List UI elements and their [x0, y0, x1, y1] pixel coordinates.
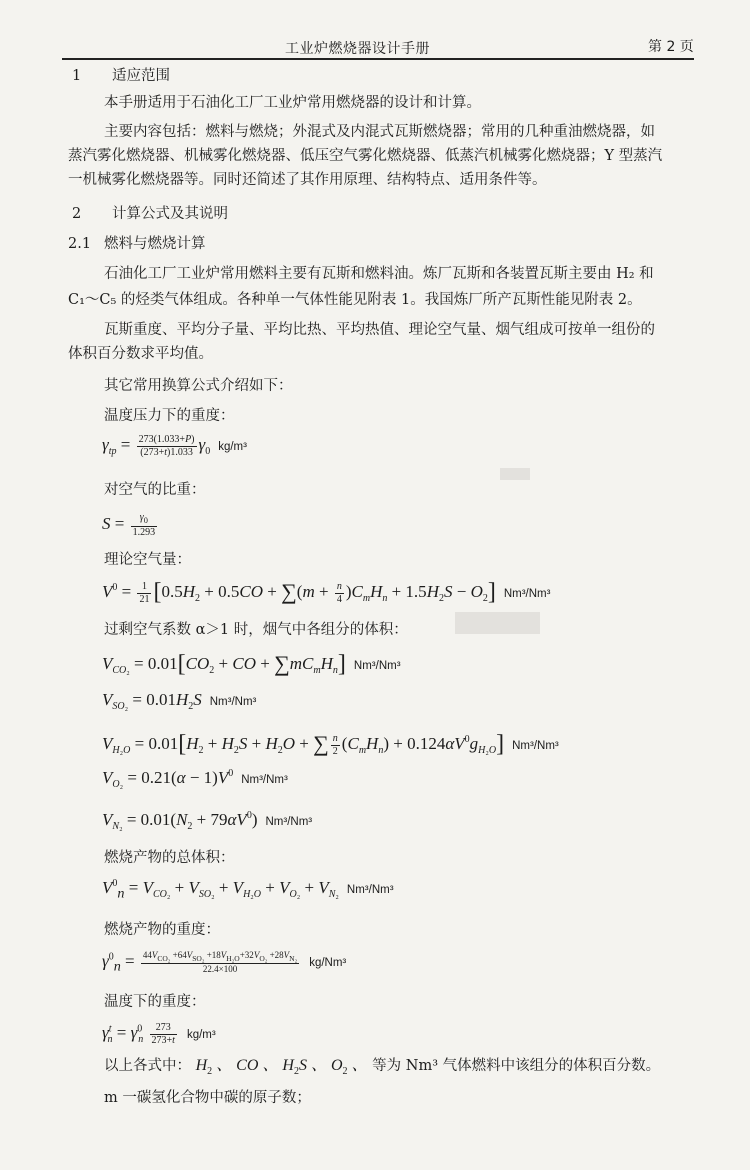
unit-kg-nm3: kg/Nm³: [309, 957, 347, 970]
formula-v-so2: $V_{SO_2} = 0.01H_2S$ Nm³/Nm³: [102, 690, 257, 712]
unit-nm3-d: Nm³/Nm³: [512, 740, 559, 752]
section-1-number: 1: [72, 68, 82, 84]
section-1-title: 适应范围: [112, 68, 170, 84]
paragraph-contents-line1: 主要内容包括：燃料与燃烧；外混式及内混式瓦斯燃烧器；常用的几种重油燃烧器，如: [104, 124, 655, 140]
header-title: 工业炉燃烧器设计手册: [285, 41, 430, 57]
formula-v-h2o: $V_{H_2O} = 0.01[H_2 + H_2S + H_2O$ + ∑ $\frac{n}{2}$ $(C_mH_n) + 0.124\alpha V^0g_{H_2O}$] Nm³/Nm³: [102, 731, 559, 757]
header-page-number: 第 2 页: [648, 39, 694, 55]
label-where-prefix: 以上各式中：: [104, 1058, 191, 1074]
unit-kg-m3-b: kg/m³: [186, 1028, 216, 1041]
unit-nm3-e: Nm³/Nm³: [241, 774, 288, 786]
paragraph-fuels-line1: 石油化工厂工业炉常用燃料主要有瓦斯和燃料油。炼厂瓦斯和各装置瓦斯主要由 H₂ 和: [104, 266, 654, 282]
formula-specific-gravity: S = $\frac{\gamma_0}{1.293}$: [102, 512, 156, 538]
paragraph-scope: 本手册适用于石油化工厂工业炉常用燃烧器的设计和计算。: [104, 95, 481, 111]
label-specific-gravity: 对空气的比重：: [104, 482, 206, 498]
label-where: [104, 1056, 660, 1078]
label-total-volume: 燃烧产物的总体积：: [104, 850, 235, 866]
header-rule: [62, 58, 694, 60]
scan-smudge: [455, 612, 540, 634]
label-excess-air: 过剩空气系数 α＞1 时，烟气中各组分的体积：: [104, 622, 408, 638]
formula-v-o2: $V_{O_2} = 0.21(\alpha - 1)V^0Nm^3/Nm^3$: [102, 768, 288, 790]
paragraph-formulas-intro: 其它常用换算公式介绍如下：: [104, 378, 293, 394]
section-2-title: 计算公式及其说明: [112, 206, 228, 222]
label-product-weight: 燃烧产物的重度：: [104, 922, 220, 938]
label-weight-temp-pressure: 温度压力下的重度：: [104, 408, 235, 424]
section-2-1-number: 2.1: [68, 236, 92, 252]
unit-nm3-a: Nm³/Nm³: [503, 588, 551, 600]
paragraph-average-line1: 瓦斯重度、平均分子量、平均比热、平均热值、理论空气量、烟气组成可按单一组份的: [104, 322, 655, 338]
formula-v-co2: $V_{CO_2} = 0.01[CO_2$ + CO + $\sum mC_mH_n$] Nm³/Nm³: [102, 651, 401, 677]
formula-product-weight: $\gamma^0_n$ = $\frac{44V_{CO_2} +64V_{SO_2} +18V_{H_2O}+32V_{O_2} +28V_{N_2}}{22.4\times 100}$ kg/Nm³: [102, 950, 347, 975]
formula-weight-temp-pressure: $\gamma_{tp}$ = $\frac{273(1.033+P)}{(273+t)1.033}$ $\gamma_0$ kg/m³: [102, 434, 247, 458]
unit-nm3-c: Nm³/Nm³: [209, 696, 257, 708]
where-symbols: $H_2$ 、 CO 、 $H_2S$ 、 $O_2$ 、: [195, 1057, 368, 1078]
scan-smudge-small: [500, 468, 530, 480]
unit-nm3-b: Nm³/Nm³: [353, 660, 401, 672]
formula-temp-weight: $\gamma^t_n = \gamma^0_n$ $\frac{273}{273+t}$ kg/m³: [102, 1022, 216, 1046]
section-2-1-title: 燃料与燃烧计算: [104, 236, 206, 252]
formula-total-volume: $V^0_n = V_{CO_2} + V_{SO_2} + V_{H_2O} + V_{O_2} + V_{N_2}$ Nm³/Nm³: [102, 878, 394, 902]
label-theoretical-air: 理论空气量：: [104, 552, 191, 568]
label-where-suffix: 等为 Nm³ 气体燃料中该组分的体积百分数。: [372, 1058, 661, 1074]
section-2-number: 2: [72, 206, 82, 222]
definition-m: m 一碳氢化合物中碳的原子数；: [104, 1090, 311, 1106]
paragraph-contents-line3: 一机械雾化燃烧器等。同时还简述了其作用原理、结构特点、适用条件等。: [68, 172, 547, 188]
unit-nm3-g: Nm³/Nm³: [346, 884, 394, 896]
label-temp-weight: 温度下的重度：: [104, 994, 206, 1010]
formula-theoretical-air: $V^0$ = $\frac{1}{21}$ [$0.5H_2 + 0.5CO + \sum(m$ + $\frac{n}{4}$ )$C_mH_n + 1.5H_2S - O_2$] Nm³/Nm³: [102, 579, 551, 605]
paragraph-fuels-line2: C₁～C₅ 的烃类气体组成。各种单一气体性能见附表 1。我国炼厂所产瓦斯性能见附表 2。: [68, 292, 642, 308]
paragraph-contents-line2: 蒸汽雾化燃烧器、机械雾化燃烧器、低压空气雾化燃烧器、低蒸汽机械雾化燃烧器；Y 型蒸汽: [68, 148, 663, 164]
formula-v-n2: $V_{N_2} = 0.01(N_2 + 79\alpha V^0)$ Nm³/Nm³: [102, 810, 313, 832]
unit-kg-m3: kg/m³: [218, 440, 247, 453]
unit-nm3-f: Nm³/Nm³: [265, 816, 313, 828]
paragraph-average-line2: 体积百分数求平均值。: [68, 346, 213, 362]
